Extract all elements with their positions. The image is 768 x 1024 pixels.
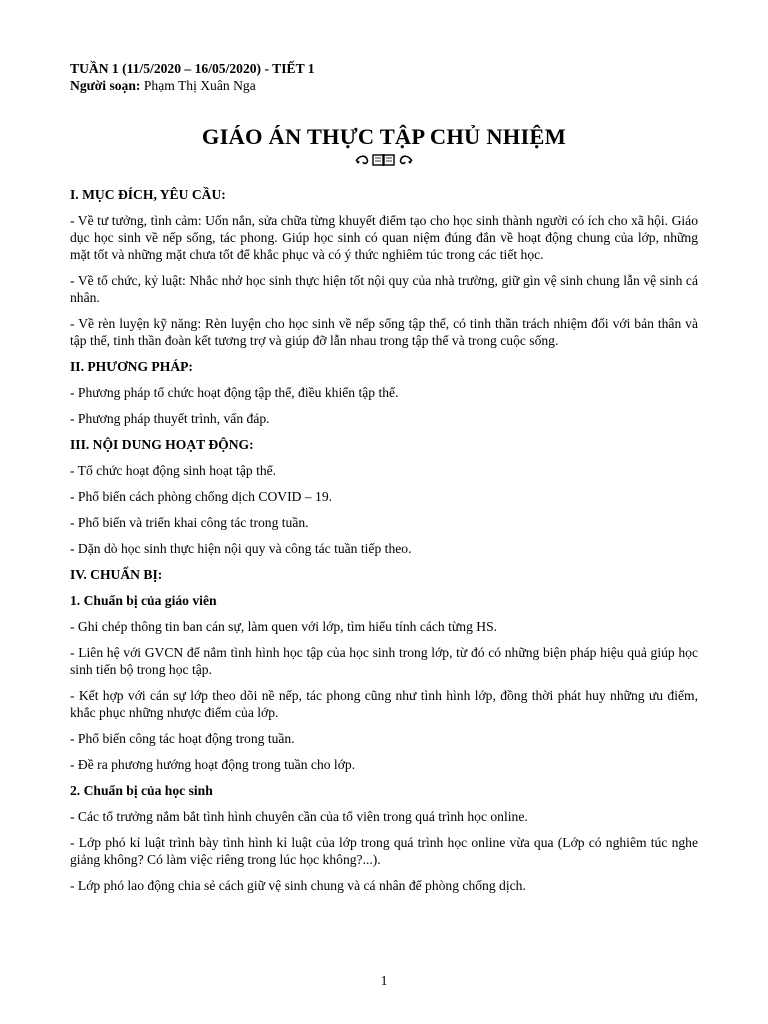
paragraph: - Về rèn luyện kỹ năng: Rèn luyện cho học sinh về nếp sống tập thể, có tinh thần trách nhiệm đối với bản thân và tập thể, tinh thần đoàn kết tương trợ và giúp đỡ lẫn nhau trong tập thể và trong cuộc sống. — [70, 316, 698, 348]
paragraph: - Về tổ chức, kỷ luật: Nhắc nhở học sinh thực hiện tốt nội quy của nhà trường, giữ gìn vệ sinh chung lẫn vệ sinh cá nhân. — [70, 273, 698, 305]
section-heading-preparation: IV. CHUẨN BỊ: — [70, 567, 163, 582]
paragraph: - Phổ biến cách phòng chống dịch COVID – 19. — [70, 489, 333, 504]
paragraph: - Phương pháp thuyết trình, vấn đáp. — [70, 411, 270, 426]
document-body — [70, 60, 698, 903]
page-number: 1 — [380, 973, 388, 988]
paragraph: - Dặn dò học sinh thực hiện nội quy và công tác tuần tiếp theo. — [70, 541, 412, 556]
week-line: TUẦN 1 (11/5/2020 – 16/05/2020) - TIẾT 1 — [70, 61, 315, 76]
paragraph: - Liên hệ với GVCN để nắm tình hình học tập của học sinh trong lớp, từ đó có những biện pháp hiệu quả giúp học sinh tiến bộ trong học tập. — [70, 645, 698, 677]
subsection-heading-teacher: 1. Chuẩn bị của giáo viên — [70, 593, 217, 608]
paragraph: - Về tư tưởng, tình cảm: Uốn nắn, sửa chữa từng khuyết điểm tạo cho học sinh thành người có ích cho xã hội. Giáo dục học sinh về nếp sống, tác phong. Giúp học sinh có quan niệm đúng đắn về hoạt động chung của lớp, những mặt tốt và những mặt chưa tốt để khắc phục và có ý thức nghiêm túc trong các tiết học. — [70, 213, 698, 262]
paragraph: - Đề ra phương hướng hoạt động trong tuần cho lớp. — [70, 757, 356, 772]
paragraph: - Lớp phó kỉ luật trình bày tình hình kỉ luật của lớp trong quá trình học online vừa qua (Lớp có nghiêm túc nghe giảng không? Có làm việc riêng trong lúc học không?...). — [70, 835, 698, 867]
paragraph: - Các tổ trưởng nắm bắt tình hình chuyên cần của tổ viên trong quá trình học online. — [70, 809, 528, 824]
author-line — [70, 77, 698, 94]
paragraph: - Phổ biến công tác hoạt động trong tuần. — [70, 731, 295, 746]
section-heading-content: III. NỘI DUNG HOẠT ĐỘNG: — [70, 437, 254, 452]
author-name: Phạm Thị Xuân Nga — [140, 78, 256, 93]
paragraph: - Phổ biến và triển khai công tác trong tuần. — [70, 515, 309, 530]
paragraph: - Phương pháp tổ chức hoạt động tập thể, điều khiển tập thể. — [70, 385, 399, 400]
subsection-heading-students: 2. Chuẩn bị của học sinh — [70, 783, 213, 798]
paragraph: - Lớp phó lao động chia sẻ cách giữ vệ sinh chung và cá nhân để phòng chống dịch. — [70, 878, 526, 893]
page-title: GIÁO ÁN THỰC TẬP CHỦ NHIỆM — [201, 124, 567, 149]
paragraph: - Ghi chép thông tin ban cán sự, làm quen với lớp, tìm hiểu tính cách từng HS. — [70, 619, 498, 634]
author-label: Người soạn: — [70, 78, 141, 93]
book-ornament-icon — [70, 152, 698, 170]
section-heading-method: II. PHƯƠNG PHÁP: — [70, 359, 193, 374]
paragraph: - Tổ chức hoạt động sinh hoạt tập thể. — [70, 463, 277, 478]
paragraph: - Kết hợp với cán sự lớp theo dõi nề nếp, tác phong cũng như tình hình lớp, đồng thời phát huy những ưu điểm, khắc phục những nhược điểm của lớp. — [70, 688, 698, 720]
section-heading-purpose: I. MỤC ĐÍCH, YÊU CẦU: — [70, 187, 226, 202]
